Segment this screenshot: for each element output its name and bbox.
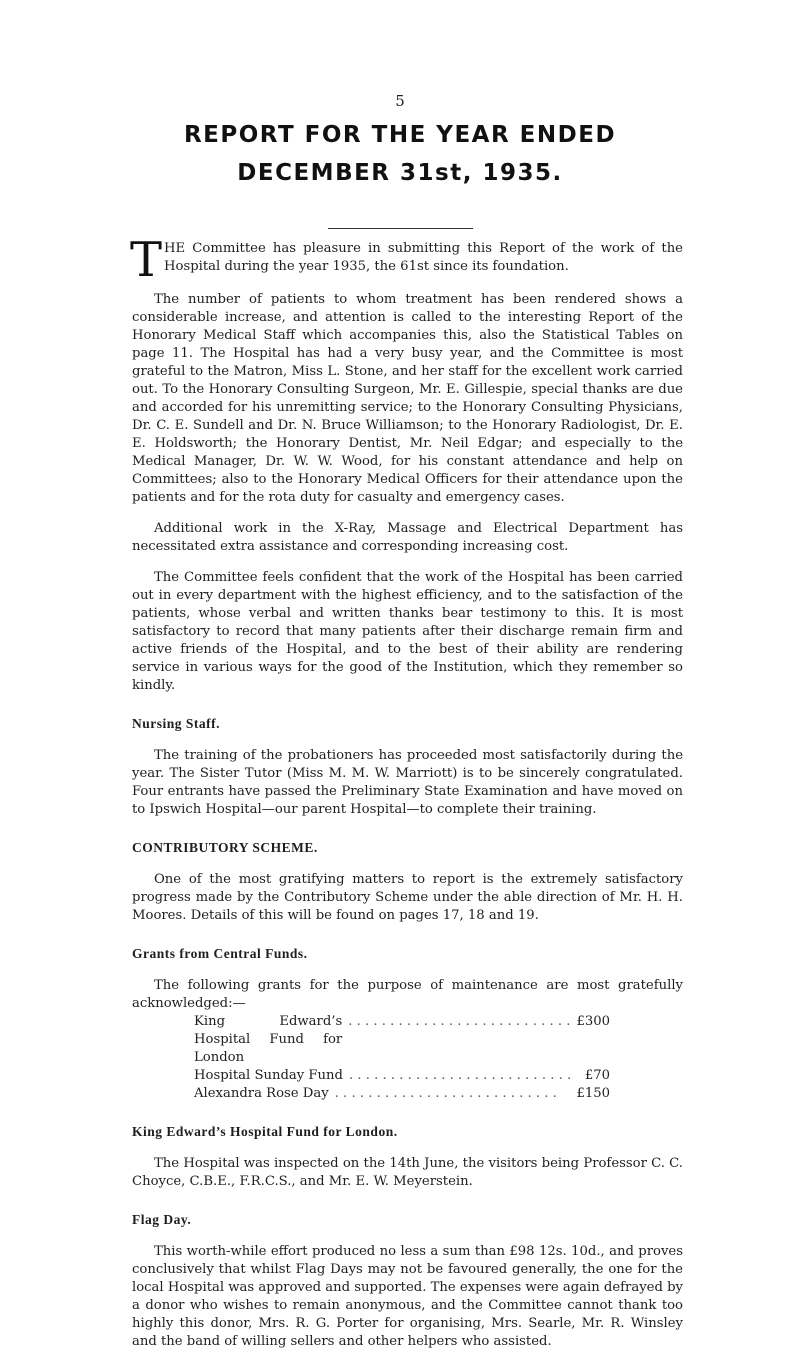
grant-name: Alexandra Rose Day bbox=[194, 1086, 329, 1101]
title-divider bbox=[328, 228, 473, 229]
king-edward-paragraph: The Hospital was inspected on the 14th June, the visitors being Professor C. C. Choyce, C.B.E., F.R.C.S., and Mr. E. W. Meyerstein. bbox=[132, 1156, 683, 1189]
contributory-scheme-paragraph: One of the most gratifying matters to report is the extremely satisfactory progress made by the Contributory Scheme under the able direction of Mr. H. H. Moores. Details of this will be found on pages 17, 18 and 19. bbox=[132, 872, 683, 923]
additional-work-paragraph: Additional work in the X-Ray, Massage and Electrical Department has necessitated extra assistance and corresponding increasing cost. bbox=[132, 521, 683, 554]
intro-paragraph bbox=[130, 232, 683, 288]
page-number: 5 bbox=[395, 92, 405, 110]
grants-heading: Grants from Central Funds. bbox=[132, 946, 308, 961]
king-edward-heading: King Edward’s Hospital Fund for London. bbox=[132, 1124, 398, 1139]
drop-cap: T bbox=[130, 232, 163, 288]
leader-dots: . . . . . . . . . . . . . . . . . . . . . . . . . . . bbox=[348, 1014, 571, 1029]
grant-item bbox=[194, 1067, 610, 1085]
flag-day-paragraph: This worth-while effort produced no less a sum than £98 12s. 10d., and proves conclusively that whilst Flag Days may not be favoured generally, the one for the local Hospital was approved and supported. The expenses were again defrayed by a donor who wishes to remain anonymous, and the Committee cannot thank too highly this donor, Mrs. R. G. Porter for organising, Mrs. Searle, Mr. R. Winsley and the band of willing sellers and other helpers who assisted. bbox=[132, 1244, 683, 1349]
report-title-line-1: REPORT FOR THE YEAR ENDED bbox=[183, 122, 617, 148]
flag-day-heading: Flag Day. bbox=[132, 1212, 192, 1227]
leader-dots: . . . . . . . . . . . . . . . . . . . . . . . . . . . bbox=[348, 1068, 572, 1083]
grant-amount: £70 bbox=[584, 1068, 610, 1083]
confidence-paragraph: The Committee feels confident that the work of the Hospital has been carried out in every department with the highest efficiency, and to the satisfaction of the patients, whose verbal and written thanks bear testimony to this. It is most satisfactory to record that many patients after their discharge remain firm and active friends of the Hospital, and to the best of their ability are rendering service in various ways for the good of the Institution, which they remember so kindly. bbox=[132, 570, 683, 693]
grant-name: Hospital Sunday Fund bbox=[194, 1068, 343, 1083]
grant-item bbox=[194, 1013, 610, 1067]
nursing-staff-heading: Nursing Staff. bbox=[132, 716, 221, 731]
grants-list bbox=[132, 1013, 683, 1103]
contributory-scheme-heading: CONTRIBUTORY SCHEME. bbox=[132, 840, 318, 855]
grants-paragraph: The following grants for the purpose of maintenance are most gratefully acknowledged:— bbox=[132, 978, 683, 1011]
intro-text: HE Committee has pleasure in submitting this Report of the work of the Hospital during the year 1935, the 61st since its foundation. bbox=[164, 241, 683, 274]
leader-dots: . . . . . . . . . . . . . . . . . . . . . . . . . . . bbox=[334, 1086, 557, 1101]
grant-amount: £150 bbox=[576, 1086, 610, 1101]
patients-paragraph: The number of patients to whom treatment has been rendered shows a considerable increase, and attention is called to the interesting Report of the Honorary Medical Staff which accompanies this, also the Statistical Tables on page 11. The Hospital has had a very busy year, and the Committee is most grateful to the Matron, Miss L. Stone, and her staff for the excellent work carried out. To the Honorary Consulting Surgeon, Mr. E. Gillespie, special thanks are due and accorded for his unremitting service; to the Honorary Consulting Physicians, Dr. C. E. Sundell and Dr. N. Bruce Williamson; to the Honorary Radiologist, Dr. E. E. Holdsworth; the Honorary Dentist, Mr. Neil Edgar; and especially to the Medical Manager, Dr. W. W. Wood, for his constant attendance and help on Committees; also to the Honorary Medical Officers for their attendance upon the patients and for the rota duty for casualty and emergency cases. bbox=[132, 292, 683, 505]
report-title-line-2: DECEMBER 31st, 1935. bbox=[237, 160, 563, 186]
grant-name: King Edward’s Hospital Fund for London bbox=[194, 1014, 343, 1065]
report-body bbox=[130, 232, 683, 1364]
grant-item bbox=[194, 1085, 610, 1103]
grant-amount: £300 bbox=[576, 1014, 610, 1029]
nursing-staff-paragraph: The training of the probationers has proceeded most satisfactorily during the year. The Sister Tutor (Miss M. M. W. Marriott) is to be sincerely congratulated. Four entrants have passed the Preliminary State Examination and have moved on to Ipswich Hospital—our parent Hospital—to complete their training. bbox=[132, 748, 683, 817]
